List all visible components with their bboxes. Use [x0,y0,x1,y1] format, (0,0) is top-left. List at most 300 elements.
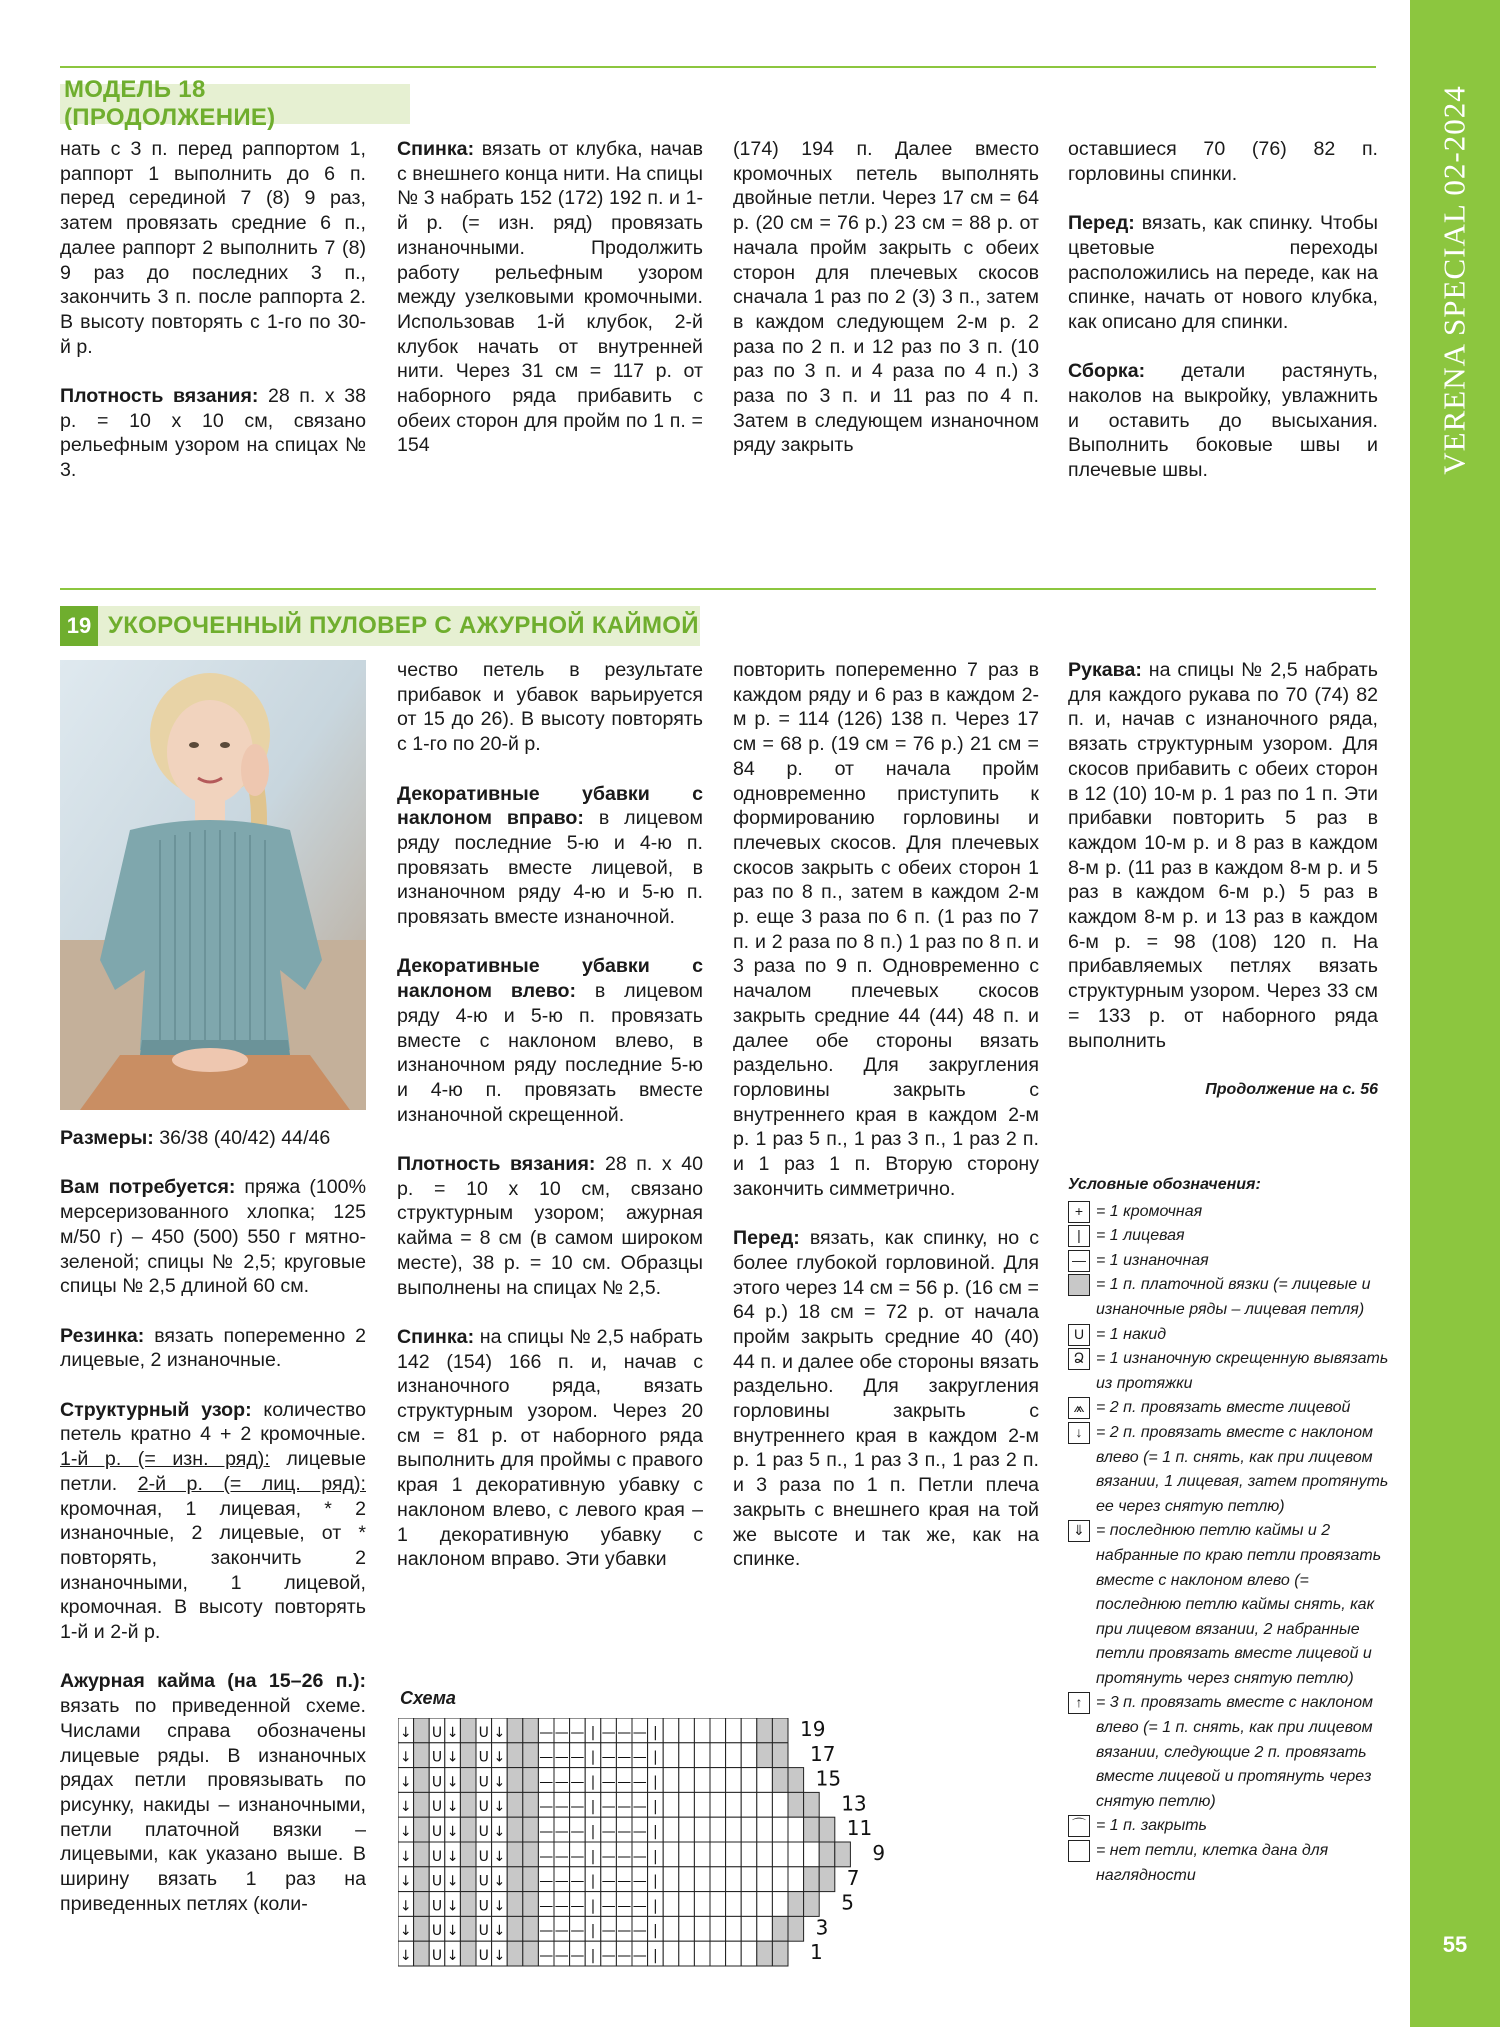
chart-symbol: — [632,1873,647,1890]
chart-symbol: — [570,1873,585,1890]
knit-symbol-icon: | [1068,1225,1090,1247]
chart-symbol: | [653,1948,658,1964]
m18-text-intro: нать с 3 п. перед раппортом 1, раппорт 1 выполнить до 6 п. перед серединой 7 (8) 9 раз, затем провязать средние 6 п., далее раппорт 2 выполнить 7 (8) 9 раз до последних 3 п., закончить 3 п. после раппорта 2. В высоту повторять с 1-го по 30-й р. [60,138,366,358]
chart-cell [679,1718,695,1743]
chart-symbol: | [590,1898,596,1915]
purl-symbol-icon: — [1068,1250,1090,1272]
chart-symbol: — [570,1898,585,1915]
chart-symbol: ↓ [446,1873,459,1890]
chart-symbol: — [539,1749,554,1766]
legend [1068,1173,1390,1888]
chart-symbol: — [539,1724,554,1741]
m18-col-2 [397,137,703,458]
chart-symbol: — [554,1724,569,1741]
chart-cell [694,1768,710,1793]
chart-cell [804,1792,820,1817]
chart-symbol: U [478,1724,489,1741]
garter-symbol-icon [1068,1274,1090,1296]
legend-item: — = 1 изнаночная [1068,1249,1390,1274]
chart-row-number: 1 [810,1940,823,1965]
chart-cell [679,1941,695,1966]
chart-cell [772,1718,788,1743]
chart-cell [757,1817,773,1842]
chart-cell [460,1941,476,1966]
chart-cell [757,1916,773,1941]
chart-cell [523,1842,539,1867]
chart-symbol: — [632,1848,647,1865]
chart-row-number: 19 [800,1718,826,1741]
chart-symbol: — [539,1898,554,1915]
chart-cell [523,1916,539,1941]
chart-symbol: | [590,1824,596,1840]
chart-cell [788,1867,804,1892]
chart-symbol: — [570,1724,585,1741]
chart-cell [772,1892,788,1917]
chart-cell [757,1867,773,1892]
chart-cell [663,1842,679,1867]
chart-cell [804,1892,820,1917]
chart-cell [507,1743,523,1768]
m18-col-1 [60,137,366,483]
chart-cell [819,1867,835,1892]
chart-row-number: 7 [846,1865,860,1890]
chart-cell [772,1842,788,1867]
header-rule [60,66,1376,68]
chart-symbol: | [653,1774,658,1791]
chart-symbol: — [570,1749,585,1766]
chart-symbol: ↓ [399,1848,412,1865]
m19-materials: Вам потребуется: пряжа (100% мерсеризованного хлопка; 125 м/50 г) – 450 (500) 550 г мятно-зеленой; спицы № 2,5; круговые спицы № 2,5 длиной 60 см. [60,1176,366,1298]
chart-cell [414,1916,430,1941]
chart-cell [679,1792,695,1817]
chart-cell [679,1817,695,1842]
chart-cell [523,1768,539,1793]
chart-symbol: — [601,1799,616,1816]
chart-cell [663,1743,679,1768]
chart-symbol: | [590,1948,596,1964]
chart-symbol: | [653,1898,658,1915]
selvedge-symbol-icon: + [1068,1201,1090,1223]
chart-symbol: — [601,1873,616,1890]
chart-symbol: ↓ [493,1749,506,1766]
chart-symbol: U [431,1774,443,1791]
chart-cell [663,1718,679,1743]
m18-col-4 [1068,137,1378,483]
chart-cell [694,1842,710,1867]
chart-symbol: | [590,1923,596,1940]
chart-cell [507,1941,523,1966]
chart-symbol: ↓ [399,1873,412,1890]
legend-item: ↑ = 3 п. провязать вместе с наклоном влево (= 1 п. снять, как при лицевом вязании, следующие 2 п. провязать вместе лицевой и протянуть через снятую петлю) [1068,1691,1390,1814]
chart-symbol: — [617,1923,632,1940]
chart-cell [694,1892,710,1917]
m19-structure: Структурный узор: количество петель кратно 4 + 2 кромочные. 1-й р. (= изн. ряд): лицевые петли. 2-й р. (= лиц. ряд): кромочная, 1 лицевая, * 2 изнаночные, 2 лицевые, от * повторять, закончить 2 изнаночными, 1 лицевой, кромочная. В высоту повторять 1-й и 2-й р. [60,1398,366,1644]
chart-symbol: — [601,1824,616,1840]
chart-cell [663,1768,679,1793]
header-rule [60,588,1376,590]
chart-symbol: | [653,1799,658,1816]
chart-cell [726,1892,742,1917]
chart-cell [679,1892,695,1917]
chart-cell [694,1743,710,1768]
chart-symbol: U [431,1873,443,1890]
chart-cell [741,1842,757,1867]
chart-symbol: | [653,1749,658,1766]
chart-cell [694,1916,710,1941]
chart-cell [694,1867,710,1892]
chart-symbol: ↓ [399,1799,412,1816]
chart-symbol: — [554,1799,569,1816]
chart-cell [741,1892,757,1917]
chart-symbol: U [431,1749,443,1766]
chart-cell [741,1867,757,1892]
chart-symbol: | [590,1774,596,1791]
chart-cell [788,1817,804,1842]
photo-illustration [60,660,366,1110]
magazine-title: VERENA SPECIAL 02-2024 [1437,85,1473,475]
chart-cell [710,1743,726,1768]
chart-cell [507,1916,523,1941]
chart-symbol: — [601,1923,616,1940]
chart-symbol: | [653,1824,658,1840]
chart-cell [694,1718,710,1743]
chart-cell [710,1842,726,1867]
continued-note: Продолжение на с. 56 [1205,1080,1378,1098]
chart-cell [757,1743,773,1768]
k2tog-symbol-icon: ⩕ [1068,1397,1090,1419]
chart-cell [414,1867,430,1892]
chart-cell [460,1892,476,1917]
chart-symbol: ↓ [493,1923,506,1940]
chart-cell [663,1867,679,1892]
chart-symbol: | [590,1848,596,1865]
chart-symbol: | [653,1873,658,1890]
chart-cell [741,1916,757,1941]
m19-decrease-left: Декоративные убавки с наклоном влево: в лицевом ряду 4-ю и 5-ю п. провязать вместе с наклоном влево, в изнаночном ряду последние 5-ю и 4-ю п. провязать вместе изнаночной скрещенной. [397,955,703,1126]
chart-symbol: — [632,1799,647,1816]
chart-row-number: 13 [841,1791,867,1816]
chart-cell [414,1743,430,1768]
chart-cell [663,1941,679,1966]
chart-symbol: | [590,1749,596,1766]
chart-cell [726,1743,742,1768]
chart-symbol: — [601,1724,616,1741]
chart-symbol: U [431,1824,443,1840]
chart-symbol: — [539,1848,554,1865]
chart-cell [741,1718,757,1743]
header-title: УКОРОЧЕННЫЙ ПУЛОВЕР С АЖУРНОЙ КАЙМОЙ [108,612,699,639]
chart-cell [663,1792,679,1817]
chart-cell [694,1941,710,1966]
legend-item: + = 1 кромочная [1068,1200,1390,1225]
chart-symbol: U [478,1948,489,1964]
chart-symbol: ↓ [399,1724,412,1741]
chart-symbol: — [570,1923,585,1940]
m19-front: Перед: вязать, как спинку, но с более глубокой горловиной. Для этого через 14 см = 56 р. (16 см = 64 р.) 18 см = 72 р. от начала пройм закрыть средние 40 (40) 44 п. и далее обе стороны вязать раздельно. Для закругления горловины закрыть с внутреннего края в каждом 2-м р. 1 раз 5 п., 1 раз 3 п., 1 раз 2 п. и 3 раза по 1 п. Петли плеча закрыть с внешнего края на той же высоте и так же, как на спинке. [733,1227,1039,1571]
knitting-chart [398,1718,1078,1983]
chart-symbol: — [554,1923,569,1940]
chart-cell [726,1867,742,1892]
chart-cell [819,1817,835,1842]
chart-cell [710,1941,726,1966]
chart-cell [741,1743,757,1768]
m19-lace-edge: Ажурная кайма (на 15–26 п.): вязать по приведенной схеме. Числами справа обозначены лицевые ряды. В изнаночных рядах петли провязывать по рисунку, накиды – изнаночными, петли платочной вязки – лицевыми, как указано выше. В ширину вязать 1 раз на приведенных петлях (коли- [60,1670,366,1915]
chart-cell [507,1718,523,1743]
knitting-chart-grid [398,1718,1078,1978]
chart-symbol: — [601,1848,616,1865]
chart-symbol: — [632,1898,647,1915]
chart-symbol: — [570,1799,585,1816]
chart-symbol: | [590,1724,596,1741]
chart-cell [804,1817,820,1842]
page-number: 55 [1442,1932,1468,1957]
chart-cell [741,1817,757,1842]
header-bar [60,606,700,646]
m19-back-cont: повторить попеременно 7 раз в каждом ряду и 6 раз в каждом 2-м р. = 114 (126) 138 п. Через 17 см = 68 р. (19 см = 76 р.) 21 см = 84 р. от начала пройм одновременно приступить к формированию горловины и плечевых скосов. Для плечевых скосов закрыть с обеих сторон 1 раз по 8 п., затем в каждом 2-м р. еще 3 раза по 6 п. (1 раз по 7 п. и 2 раза по 8 п.) 1 раз по 8 п. и 3 раза по 9 п. Одновременно с началом плечевых скосов закрыть средние 44 (44) 48 п. и далее обе стороны вязать раздельно. Для закругления горловины закрыть с внутреннего края в каждом 2-м р. 1 раз 5 п., 1 раз 3 п., 1 раз 2 п. и 1 раз 1 п. Вторую сторону закончить симметрично. [733,659,1039,1200]
chart-cell [772,1743,788,1768]
chart-cell [507,1817,523,1842]
chart-cell [788,1842,804,1867]
chart-symbol: U [478,1873,489,1890]
chart-cell [679,1867,695,1892]
chart-symbol: ↓ [493,1873,506,1890]
chart-symbol: — [554,1873,569,1890]
chart-cell [741,1941,757,1966]
chart-symbol: — [617,1799,632,1816]
chart-cell [788,1892,804,1917]
chart-symbol: U [478,1898,489,1915]
chart-cell [710,1792,726,1817]
chart-cell [679,1743,695,1768]
chart-symbol: ↓ [446,1948,459,1964]
chart-cell [414,1768,430,1793]
chart-row-number: 17 [810,1741,836,1766]
chart-cell [757,1718,773,1743]
chart-row-number: 5 [841,1890,854,1915]
chart-cell [460,1916,476,1941]
edge-decrease-symbol-icon: ⇓ [1068,1520,1090,1542]
m19-lace-cont: чество петель в результате прибавок и убавок варьируется от 15 до 26). В высоту повторять с 1-го по 20-й р. [397,659,703,756]
m19-col-3 [733,658,1039,1572]
chart-cell [788,1916,804,1941]
chart-symbol: — [617,1898,632,1915]
chart-cell [663,1817,679,1842]
chart-cell [757,1941,773,1966]
chart-cell [523,1743,539,1768]
chart-symbol: — [617,1948,632,1964]
chart-cell [772,1867,788,1892]
chart-symbol: — [632,1923,647,1940]
chart-symbol: U [431,1923,443,1940]
m18-col-3 [733,137,1039,458]
chart-cell [726,1842,742,1867]
bind-off-symbol-icon: ⌒ [1068,1815,1090,1837]
yarn-over-symbol-icon: U [1068,1324,1090,1346]
chart-cell [663,1892,679,1917]
chart-symbol: — [554,1824,569,1840]
chart-symbol: ↓ [399,1824,412,1840]
chart-cell [772,1768,788,1793]
chart-symbol: — [539,1873,554,1890]
sk2p-symbol-icon: ↑ [1068,1692,1090,1714]
chart-symbol: — [539,1923,554,1940]
chart-symbol: ↓ [446,1923,459,1940]
header-bar [60,76,410,131]
chart-cell [679,1916,695,1941]
chart-cell [460,1792,476,1817]
chart-cell [710,1867,726,1892]
chart-cell [460,1743,476,1768]
chart-cell [726,1718,742,1743]
chart-cell [523,1892,539,1917]
chart-symbol: — [554,1948,569,1964]
chart-symbol: U [478,1848,489,1865]
chart-symbol: ↓ [446,1774,459,1791]
chart-symbol: ↓ [493,1799,506,1816]
chart-cell [414,1892,430,1917]
chart-cell [663,1916,679,1941]
chart-cell [679,1768,695,1793]
chart-symbol: — [539,1774,554,1791]
chart-cell [710,1718,726,1743]
chart-cell [523,1718,539,1743]
model-photo [60,660,366,1110]
chart-symbol: ↓ [493,1774,506,1791]
legend-item: | = 1 лицевая [1068,1224,1390,1249]
chart-symbol: — [539,1948,554,1964]
chart-cell [507,1768,523,1793]
chart-cell [507,1867,523,1892]
chart-symbol: | [653,1923,658,1940]
chart-symbol: ↓ [493,1848,506,1865]
chart-cell [741,1768,757,1793]
chart-symbol: | [590,1873,596,1890]
chart-symbol: U [431,1848,443,1865]
chart-symbol: U [478,1923,489,1940]
chart-cell [726,1768,742,1793]
m18-assembly: Сборка: детали растянуть, наколов на выкройку, увлажнить и оставить до высыхания. Выполнить боковые швы и плечевые швы. [1068,360,1378,482]
legend-item: = 1 п. платочной вязки (= лицевые и изнаночные ряды – лицевая петля) [1068,1273,1390,1322]
legend-item: Ձ = 1 изнаночную скрещенную вывязать из протяжки [1068,1347,1390,1396]
chart-symbol: ↓ [399,1774,412,1791]
m18-back: Спинка: вязать от клубка, начав с внешнего конца нити. На спицы № 3 набрать 152 (172) 192 п. и 1-й р. (= изн. ряд) провязать изнаночными. Продолжить работу рельефным узором между узелковыми кромочными. Использовав 1-й клубок, 2-й клубок начать от внутренней нити. Через 31 см = 117 р. от наборного ряда прибавить с обеих сторон для пройм по 1 п. = 154 [397,138,703,457]
chart-symbol: — [632,1724,647,1741]
chart-cell [710,1817,726,1842]
chart-cell [507,1792,523,1817]
m19-back: Спинка: на спицы № 2,5 набрать 142 (154) 166 п. и, начав с изнаночного ряда, вязать структурным узором. Через 20 см = 81 р. от наборного ряда выполнить для проймы с правого края 1 декоративную убавку с наклоном влево, с левого края – 1 декоративную убавку с наклоном вправо. Эти убавки [397,1325,703,1571]
chart-cell [414,1817,430,1842]
m18-front: Перед: вязать, как спинку. Чтобы цветовые переходы расположились на переде, как на спинке, начать от нового клубка, как описано для спинки. [1068,212,1378,333]
chart-cell [414,1842,430,1867]
chart-cell [523,1817,539,1842]
chart-symbol: — [617,1873,632,1890]
chart-symbol: ↓ [493,1898,506,1915]
chart-cell [694,1817,710,1842]
chart-symbol: ↓ [446,1749,459,1766]
chart-cell [772,1941,788,1966]
chart-symbol: ↓ [399,1749,412,1766]
chart-cell [757,1892,773,1917]
chart-cell [835,1842,851,1867]
chart-row-number: 15 [815,1766,842,1791]
header-title: МОДЕЛЬ 18 (ПРОДОЛЖЕНИЕ) [64,76,276,131]
chart-symbol: | [590,1799,596,1816]
chart-cell [710,1892,726,1917]
chart-symbol: ↓ [446,1724,459,1741]
chart-symbol: — [539,1824,554,1840]
chart-symbol: | [653,1848,658,1865]
chart-cell [726,1941,742,1966]
m19-col-2 [397,658,703,1572]
chart-cell [523,1941,539,1966]
chart-symbol: ↓ [493,1724,506,1741]
chart-symbol: — [570,1774,585,1791]
chart-row-number: 11 [846,1816,873,1841]
chart-symbol: U [431,1724,443,1741]
chart-cell [772,1792,788,1817]
chart-cell [414,1718,430,1743]
m19-col-4 [1068,658,1378,1103]
legend-item: U = 1 накид [1068,1323,1390,1348]
chart-cell [460,1842,476,1867]
chart-symbol: U [431,1799,443,1816]
chart-symbol: ↓ [493,1824,506,1840]
chart-cell [741,1792,757,1817]
chart-symbol: ↓ [446,1799,459,1816]
chart-symbol: ↓ [446,1824,459,1840]
chart-symbol: — [617,1774,632,1791]
model-number: 19 [60,606,98,646]
m18-gauge: Плотность вязания: 28 п. х 38 р. = 10 х 10 см, связано рельефным узором на спицах № 3. [60,385,366,482]
chart-row-number: 3 [815,1915,829,1940]
chart-symbol: — [601,1749,616,1766]
chart-symbol: ↓ [399,1923,412,1940]
twisted-purl-symbol-icon: Ձ [1068,1348,1090,1370]
chart-symbol: U [478,1749,489,1766]
chart-cell [757,1768,773,1793]
m19-sleeves: Рукава: на спицы № 2,5 набрать для каждого рукава по 70 (74) 82 п. и, начав с изнаночного ряда, вязать структурным узором. Для скосов прибавить с обеих сторон в 12 (10) 10-м р. 1 раз по 1 п. Эти прибавки повторить 5 раз в каждом 10-м р. и 8 раз в каждом 8-м р. (11 раз в каждом 8-м р. и 5 раз в каждом 6-м р.) 5 раз в каждом 8-м р. и 13 раз в каждом 6-м р. = 98 (108) 120 п. На прибавляемых петлях вязать структурным узором. Через 33 см = 133 р. от наборного ряда выполнить [1068,659,1378,1052]
chart-cell [507,1842,523,1867]
ssk-symbol-icon: ↓ [1068,1422,1090,1444]
chart-symbol: ↓ [493,1948,506,1964]
chart-cell [819,1842,835,1867]
chart-symbol: — [632,1749,647,1766]
chart-cell [804,1867,820,1892]
chart-cell [710,1768,726,1793]
chart-cell [757,1792,773,1817]
chart-symbol: ↓ [399,1948,412,1964]
chart-symbol: — [554,1774,569,1791]
chart-cell [772,1817,788,1842]
chart-symbol: U [431,1948,443,1964]
chart-symbol: — [617,1848,632,1865]
chart-cell [414,1792,430,1817]
chart-cell [460,1768,476,1793]
chart-symbol: ↓ [446,1848,459,1865]
chart-cell [788,1792,804,1817]
chart-cell [710,1916,726,1941]
chart-symbol: — [601,1898,616,1915]
chart-cell [523,1867,539,1892]
chart-cell [788,1768,804,1793]
chart-cell [460,1718,476,1743]
chart-symbol: U [478,1774,489,1791]
chart-symbol: — [570,1948,585,1964]
chart-symbol: U [478,1824,489,1840]
chart-symbol: — [632,1948,647,1964]
chart-symbol: ↓ [399,1898,412,1915]
m19-decrease-right: Декоративные убавки с наклоном вправо: в лицевом ряду последние 5-ю и 4-ю п. провязать вместе лицевой, в изнаночном ряду 4-ю и 5-ю п. провязать вместе изнаночной. [397,782,703,929]
